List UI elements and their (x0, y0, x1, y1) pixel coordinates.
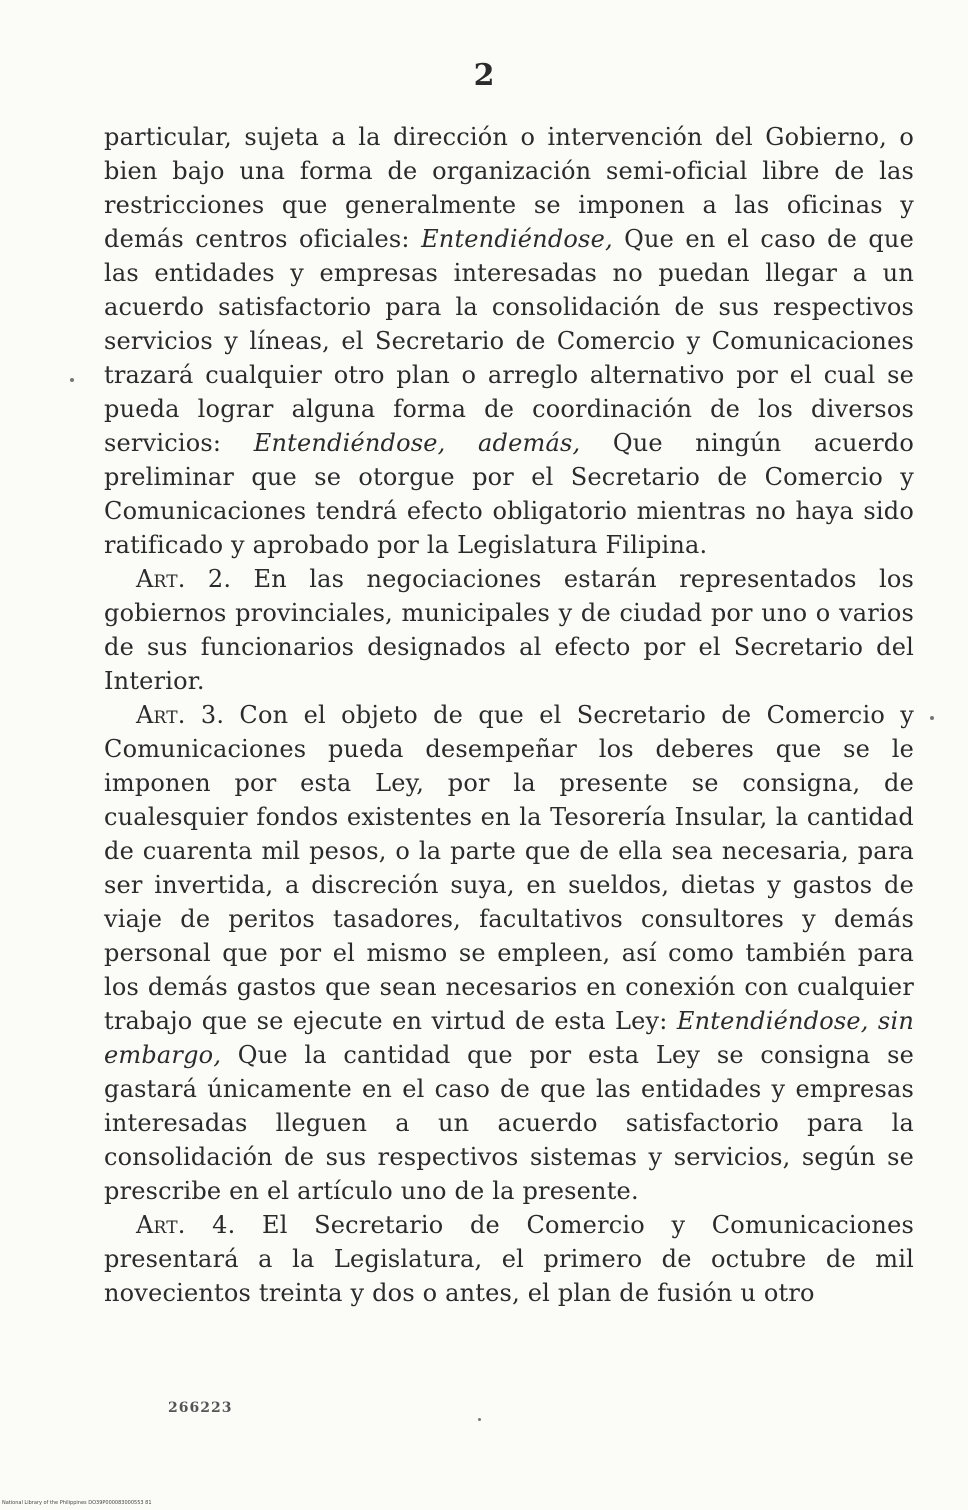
text-run: Que en el caso de que las entidades y empresas interesadas no puedan llegar a un acuerdo satisfactorio para la consolidación de sus respectivos servicios y líneas, el Secretario de Comercio y Comunicaciones trazará cualquier otro plan o arreglo alternativo por el cual se pueda lograr alguna forma de coordinación de los diversos servicios: (104, 225, 914, 457)
text-run: Que la cantidad que por esta Ley se consigna se gastará únicamente en el caso de que las entidades y empresas interesadas lleguen a un acuerdo satisfactorio para la consolidación de sus respectivos sistemas y servicios, según se prescribe en el artículo uno de la presente. (104, 1041, 914, 1205)
article-2-paragraph (104, 562, 914, 698)
article-label: Art. 4. (136, 1211, 236, 1239)
proviso-italic: Entendiéndose, sin embargo, (104, 1007, 914, 1069)
text-run: El Secretario de Comercio y Comunicaciones presentará a la Legislatura, el primero de octubre de mil novecientos treinta y dos o antes, el plan de fusión u otro (104, 1211, 914, 1307)
scan-speck (930, 716, 934, 720)
text-run: Que ningún acuerdo preliminar que se otorgue por el Secretario de Comercio y Comunicaciones tendrá efecto obligatorio mientras no haya sido ratificado y aprobado por la Legislatura Filipina. (104, 429, 914, 559)
text-run: Con el objeto de que el Secretario de Comercio y Comunicaciones pueda desempeñar los deberes que se le imponen por esta Ley, por la presente se consigna, de cualesquier fondos existentes en la Tesorería Insular, la cantidad de cuarenta mil pesos, o la parte que de ella sea necesaria, para ser invertida, a discreción suya, en sueldos, dietas y gastos de viaje de peritos tasadores, facultativos consultores y demás personal que por el mismo se empleen, así como también para los demás gastos que sean necesarios en conexión con cualquier trabajo que se ejecute en virtud de esta Ley: (104, 701, 914, 1035)
proviso-italic: Entendiéndose, (421, 225, 613, 253)
article-4-paragraph (104, 1208, 914, 1310)
article-label: Art. 3. (136, 701, 225, 729)
page-number: 2 (473, 58, 495, 93)
article-3-paragraph (104, 698, 914, 1208)
print-code: 266223 (168, 1400, 233, 1416)
text-run: En las negociaciones estarán representados los gobiernos provinciales, municipales y de ciudad por uno o varios de sus funcionarios designados al efecto por el Secretario del Interior. (104, 565, 914, 695)
article-label: Art. 2. (136, 565, 232, 593)
text-run: particular, sujeta a la dirección o intervención del Gobierno, o bien bajo una forma de organización semi-oficial libre de las restricciones que generalmente se imponen a las oficinas y demás centros oficiales: (104, 123, 914, 253)
paragraph-continuation (104, 120, 914, 562)
scan-speck (478, 1418, 481, 1421)
footer-credit: National Library of the Philippines DO39P000083000553 81 (2, 1500, 152, 1506)
proviso-italic: Entendiéndose, además, (253, 429, 581, 457)
body-text (104, 120, 914, 1310)
scan-speck (70, 378, 74, 382)
